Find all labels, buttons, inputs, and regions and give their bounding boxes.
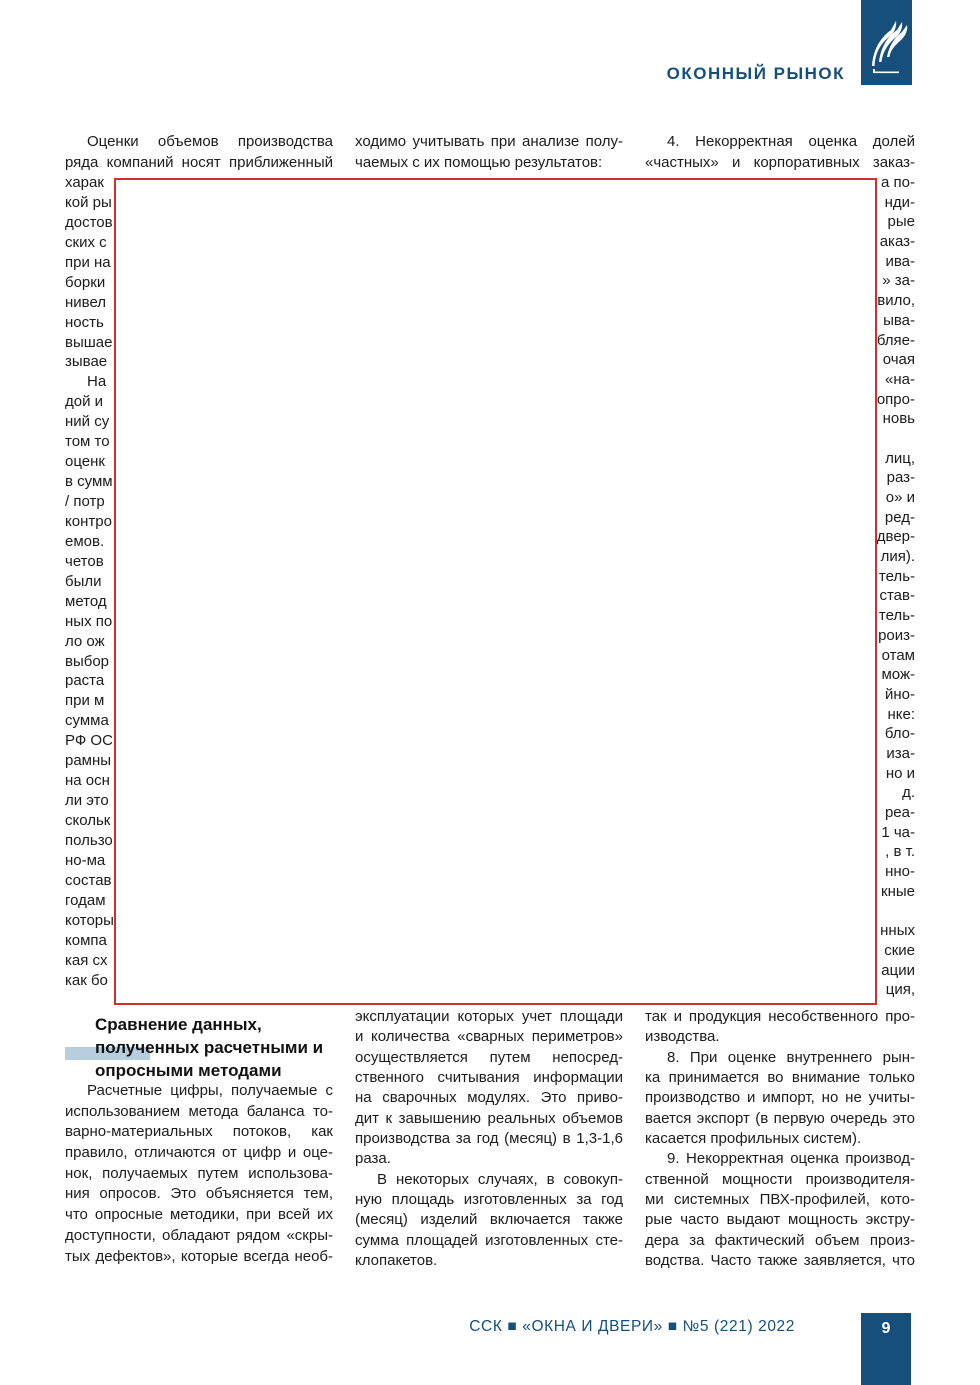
text-line-fragment: реа- [884,804,915,821]
text-line-fragment: на осн [65,772,110,790]
text-line-fragment: оценк [65,453,105,471]
text-line-fragment: которы [65,911,114,929]
text-line-fragment: как бо [65,971,108,989]
text-line-fragment: при на [65,253,111,271]
text-line-fragment: РФ ОС [65,732,113,750]
page-number-bar [861,1313,911,1385]
text-line-fragment: нке: [887,705,915,723]
text-line-fragment: тель- [878,567,915,585]
text-line: осуществляется путем непосред- [355,1048,623,1066]
section-header-label: ОКОННЫЙ РЫНОК [666,64,845,83]
column2-paragraph [355,1007,623,1271]
text-line-fragment: йно- [885,685,915,703]
text-line-fragment: ские [884,941,915,959]
text-line-fragment: роиз- [878,626,915,644]
redaction-overlay-box [114,178,877,1005]
text-line-fragment: очая [882,351,915,369]
text-line: варно-материальных потоков, как [65,1123,333,1141]
text-line: рые часто выдают мощность экстру- [645,1211,915,1229]
text-line-fragment: бло- [884,725,915,743]
text-line-fragment: а по- [881,174,915,191]
text-line: изводства. [645,1028,720,1046]
text-line-fragment: став- [879,587,915,605]
text-line-fragment: состав [65,871,112,889]
column3-intro-text [645,132,915,173]
text-line-fragment: харак [65,174,104,191]
section-heading [65,1013,333,1082]
text-line-fragment: аказ- [879,233,915,251]
text-line-fragment: д. [902,784,915,802]
text-line-fragment: кой ры [65,193,112,211]
text-line: производство и импорт, но не учиты- [645,1089,915,1107]
text-line-fragment: ных по [65,612,113,630]
text-line-fragment: о» и [885,489,915,506]
text-line-fragment: лиц, [885,449,915,467]
text-line-fragment: выбор [65,652,110,670]
text-line-fragment: емов. [65,532,105,550]
text-line-fragment: при м [65,692,105,710]
text-line-fragment: достов [65,213,113,231]
text-line: доступности, обладают рядом «скры- [65,1226,333,1244]
text-line-fragment: но и [885,764,915,782]
text-line-fragment: были [65,572,102,590]
text-line: нок, получаемых путем использова- [65,1164,333,1182]
text-line-fragment: ли это [65,792,109,810]
text-line: что опросные методики, при всей их [65,1206,333,1224]
text-line: эксплуатации которых учет площади [355,1008,623,1025]
text-line-fragment: раз- [886,469,915,487]
text-line: вается экспорт (в первую очередь это [645,1109,915,1127]
text-line-fragment: иза- [886,744,915,762]
text-line-fragment: «на- [885,370,915,388]
text-line-fragment: но-ма [65,851,106,869]
footer-journal-line: ССК ■ «ОКНА И ДВЕРИ» ■ №5 (221) 2022 [469,1318,795,1335]
heading-line: опросными методами [95,1061,282,1080]
text-line-fragment: рые [887,213,915,231]
text-line-fragment: вило, [877,292,915,310]
text-line-fragment: дой и [65,393,104,411]
swoosh-feathers-icon [861,72,912,89]
text-line-fragment: сумма [65,712,109,730]
text-line-fragment: зывае [65,353,108,371]
text-line: тых дефектов», которые всегда необ- [65,1247,333,1265]
text-line: и количества «сварных периметров» [355,1028,623,1046]
text-line: раза. [355,1150,391,1168]
text-line: правило, отличаются от цифр и оце- [65,1144,333,1162]
text-line-fragment: рамны [65,752,112,770]
text-line-fragment: метод [65,592,107,610]
text-line-fragment: ция, [885,981,915,999]
text-line: сумма площадей изготовленных сте- [355,1231,623,1249]
text-line: водства. Часто также заявляется, что [645,1252,915,1270]
text-line: (месяц) изделий включается также [355,1211,623,1229]
text-line-fragment: » за- [882,272,915,290]
text-line-fragment: ыва- [883,311,915,329]
text-line-fragment: компа [65,931,107,949]
text-line: ми системных ПВХ-профилей, кото- [645,1191,915,1209]
text-line: клопакетов. [355,1252,438,1270]
text-line-fragment: пользо [65,831,113,849]
text-line: касается профильных систем). [645,1130,862,1148]
text-line-fragment: годам [65,891,106,909]
text-line: «частных» и корпоративных заказ- [645,153,915,171]
text-line-fragment: нно- [885,863,915,881]
text-line-fragment: бляе- [876,331,915,349]
text-line-fragment: ло ож [65,632,105,650]
text-line: Оценки объемов производства [87,133,333,150]
text-line: производства за год (месяц) в 1,3-1,6 [355,1130,623,1148]
text-line: ственной мощности производителя- [645,1170,915,1188]
text-line-fragment: На [87,373,107,391]
brand-logo [861,0,912,85]
heading-line: Сравнение данных, [95,1015,262,1034]
text-line: 9. Некорректная оценка производ- [667,1150,915,1168]
text-line-fragment: 1 ча- [881,823,915,841]
text-line-fragment: отам [881,646,915,664]
text-line-fragment: , в т. [885,843,915,861]
text-line-fragment: скольк [65,812,111,829]
text-line: ственного считывания информации [355,1069,623,1087]
text-line-fragment: кая сх [65,951,108,969]
text-line: Расчетные цифры, получаемые с [87,1082,333,1099]
text-line: дера за фактический объем произ- [645,1231,915,1249]
text-line-fragment: в сумм [65,473,113,491]
text-line-fragment: нивел [65,293,107,311]
text-line-fragment: ива- [885,252,915,270]
text-line: В некоторых случаях, в совокуп- [377,1170,623,1188]
text-line: ния опросов. Это объясняется тем, [65,1185,333,1203]
heading-line: полученных расчетными и [95,1038,324,1057]
text-line: 8. При оценке внутреннего рын- [667,1048,915,1066]
text-line-fragment: опро- [876,390,915,408]
text-line-fragment: нди- [884,193,915,211]
text-line: так и продукция несобственного про- [645,1008,915,1025]
column1-paragraph [65,1081,333,1267]
text-line-fragment: тель- [878,607,915,625]
text-line: ка принимается во внимание только [645,1069,915,1087]
text-line-fragment: борки [65,273,106,291]
text-line: ную площадь изготовленных за год [355,1191,623,1209]
text-line-fragment: том то [65,433,110,451]
page-number: 9 [881,1320,891,1337]
text-line-fragment: ред- [884,508,915,526]
text-line-fragment: мож- [881,666,915,684]
text-line: дит к завышению реальных объемов [355,1109,623,1127]
text-line-fragment: ских с [65,233,107,251]
text-line-fragment: ний су [65,413,110,431]
text-line-fragment: ации [881,961,915,979]
text-line-fragment: новь [882,410,915,428]
text-line: ходимо учитывать при анализе полу- [355,133,623,150]
text-line-fragment: / потр [65,493,105,510]
column2-intro-text [355,132,623,173]
text-line-fragment: кные [881,882,915,900]
text-line-fragment: лия). [880,548,915,566]
text-line-fragment: двер- [876,528,915,546]
text-line: использованием метода баланса то- [65,1102,333,1120]
text-line: 4. Некорректная оценка долей [667,133,915,150]
text-line-fragment: раста [65,672,105,690]
text-line: ряда компаний носят приближенный [65,153,333,171]
text-line-fragment: вышае [65,333,113,351]
column3-paragraph [645,1007,915,1271]
text-line-fragment: контро [65,512,112,530]
text-line: чаемых с их помощью результатов: [355,153,603,171]
text-line-fragment: ность [65,313,104,331]
column1-intro-text [65,132,333,173]
text-line: на сварочных модулях. Это приво- [355,1089,623,1107]
text-line-fragment: нных [880,922,915,940]
text-line-fragment: четов [65,552,104,570]
